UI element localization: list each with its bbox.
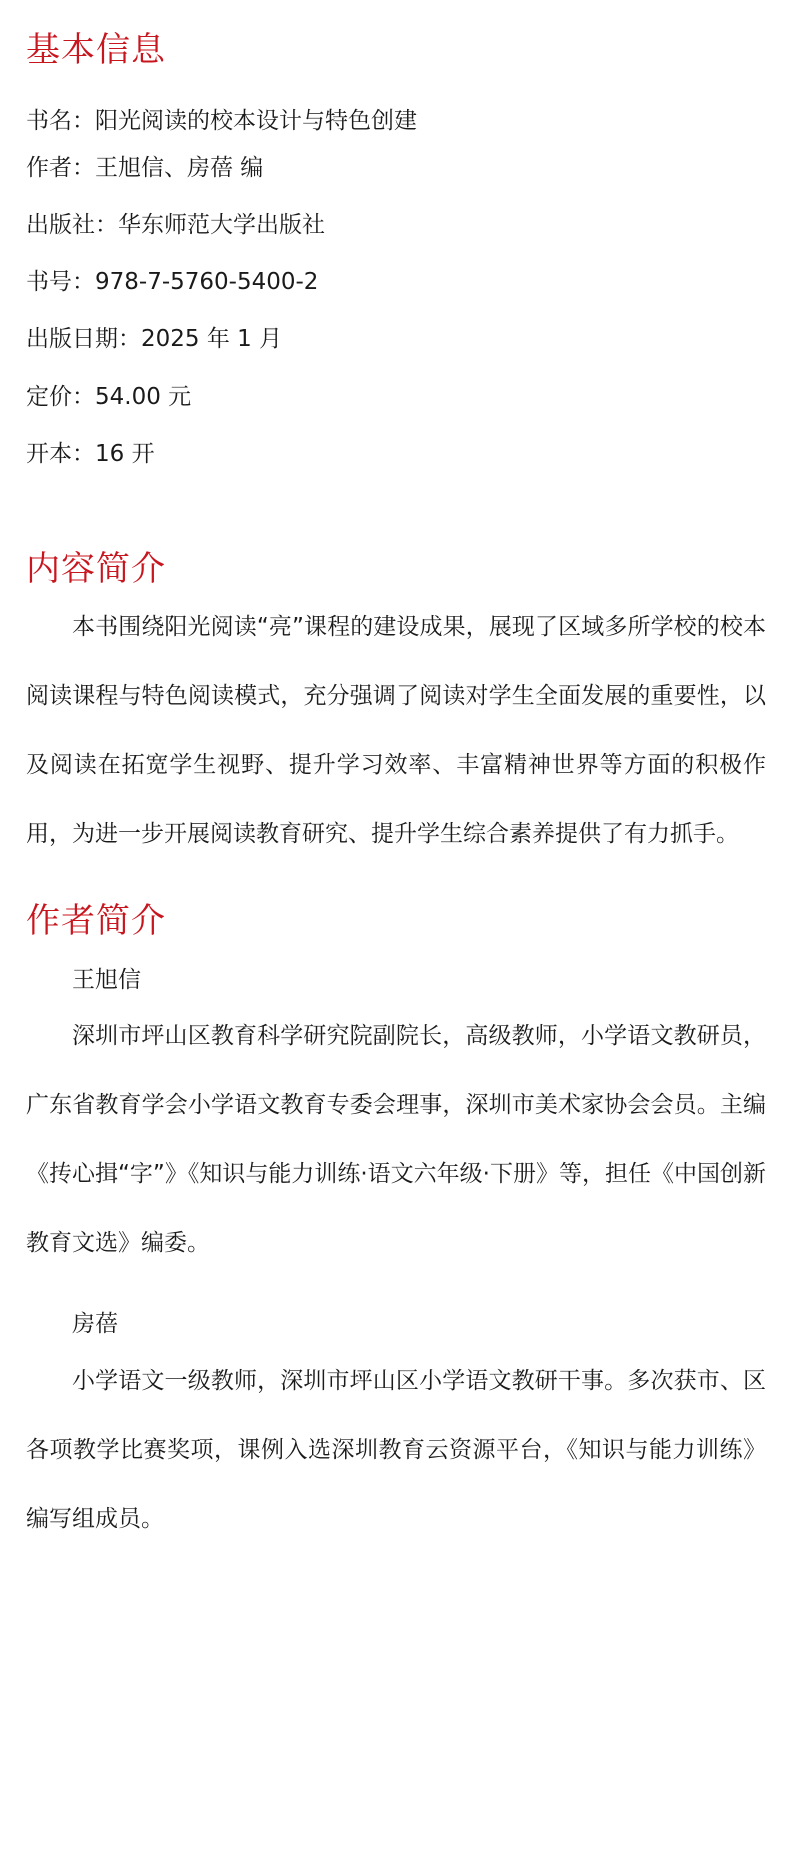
info-publish-date: 出版日期：2025 年 1 月 [26,326,283,352]
summary-heading: 内容简介 [26,549,166,589]
author-bio-2: 小学语文一级教师，深圳市坪山区小学语文教研干事。多次获市、区各项教学比赛奖项，课例入选深圳教育云资源平台，《知识与能力训练》编写组成员。 [26,1368,766,1532]
author-bio-1: 深圳市坪山区教育科学研究院副院长，高级教师，小学语文教研员，广东省教育学会小学语文教育专委会理事，深圳市美术家协会会员。主编《抟心揖“字”》《知识与能力训练·语文六年级·下册》等，担任《中国创新教育文选》编委。 [26,1023,766,1256]
summary-text: 本书围绕阳光阅读“亮”课程的建设成果，展现了区域多所学校的校本阅读课程与特色阅读模式，充分强调了阅读对学生全面发展的重要性，以及阅读在拓宽学生视野、提升学习效率、丰富精神世界等方面的积极作用，为进一步开展阅读教育研究、提升学生综合素养提供了有力抓手。 [26,614,766,847]
authors-heading: 作者简介 [26,901,166,941]
info-author: 作者：王旭信、房蓓 编 [26,155,264,181]
author-name-2: 房蓓 [72,1311,118,1337]
author-name-1: 王旭信 [72,967,141,993]
info-title: 书名：阳光阅读的校本设计与特色创建 [26,108,417,134]
info-price: 定价：54.00 元 [26,384,192,410]
info-format: 开本：16 开 [26,441,155,467]
info-isbn: 书号：978-7-5760-5400-2 [26,269,319,295]
basic-info-heading: 基本信息 [26,30,166,70]
info-publisher: 出版社：华东师范大学出版社 [26,212,325,238]
